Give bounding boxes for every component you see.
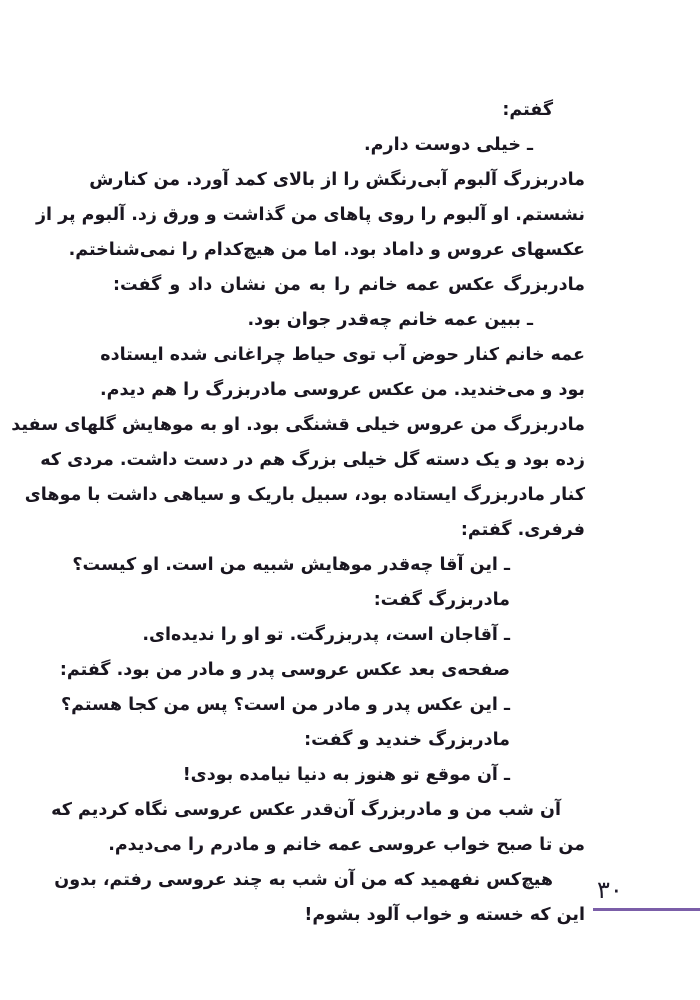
text-line: این که خسته و خواب آلود بشوم!: [304, 905, 585, 925]
text-line: عکسهای عروس و داماد بود. اما من هیچ‌کدام را نمی‌شناختم.: [68, 240, 585, 260]
text-line: مادربزرگ خندید و گفت:: [304, 730, 510, 750]
text-line: بود و می‌خندید. من عکس عروسی مادربزرگ را هم دیدم.: [99, 380, 585, 400]
text-line: عمه خانم کنار حوض آب توی حیاط چراغانی شده ایستاده: [100, 345, 585, 365]
text-line: زده بود و یک دسته گل خیلی بزرگ هم در دست داشت. مردی که: [40, 450, 585, 470]
text-line: مادربزرگ من عروس خیلی قشنگی بود. او به موهایش گلهای سفید: [11, 415, 585, 435]
text-line: ـ این عکس پدر و مادر من است؟ پس من کجا هستم؟: [61, 695, 510, 715]
page-number-rule: [593, 908, 700, 911]
text-line: مادربزرگ آلبوم آبی‌رنگش را از بالای کمد آورد. من کنارش: [89, 170, 585, 190]
text-line: مادربزرگ گفت:: [373, 590, 510, 610]
text-line: ـ آقاجان است، پدربزرگت. تو او را ندیده‌ای.: [142, 625, 510, 645]
page-body-text: [11, 93, 585, 933]
text-line: من تا صبح خواب عروسی عمه خانم و مادرم را می‌دیدم.: [108, 835, 585, 855]
text-line: مادربزرگ عکس عمه خانم را به من نشان داد و گفت:: [113, 275, 585, 295]
text-line: ـ آن موقع تو هنوز به دنیا نیامده بودی!: [182, 765, 510, 785]
text-line: نشستم. او آلبوم را روی پاهای من گذاشت و ورق زد. آلبوم پر از: [35, 205, 585, 225]
text-line: فرفری. گفتم:: [460, 520, 585, 540]
text-line: ـ ببین عمه خانم چه‌قدر جوان بود.: [247, 310, 533, 330]
page-number: ۳۰: [597, 876, 623, 904]
text-line: گفتم:: [502, 100, 553, 120]
text-line: ـ خیلی دوست دارم.: [364, 135, 533, 155]
text-line: ـ این آقا چه‌قدر موهایش شبیه من است. او کیست؟: [72, 555, 510, 575]
text-line: کنار مادربزرگ ایستاده بود، سبیل باریک و سیاهی داشت با موهای: [24, 485, 585, 505]
text-line: هیچ‌کس نفهمید که من آن شب به چند عروسی رفتم، بدون: [54, 870, 553, 890]
text-line: آن شب من و مادربزرگ آن‌قدر عکس عروسی نگاه کردیم که: [51, 800, 561, 820]
text-line: صفحه‌ی بعد عکس عروسی پدر و مادر من بود. گفتم:: [59, 660, 510, 680]
